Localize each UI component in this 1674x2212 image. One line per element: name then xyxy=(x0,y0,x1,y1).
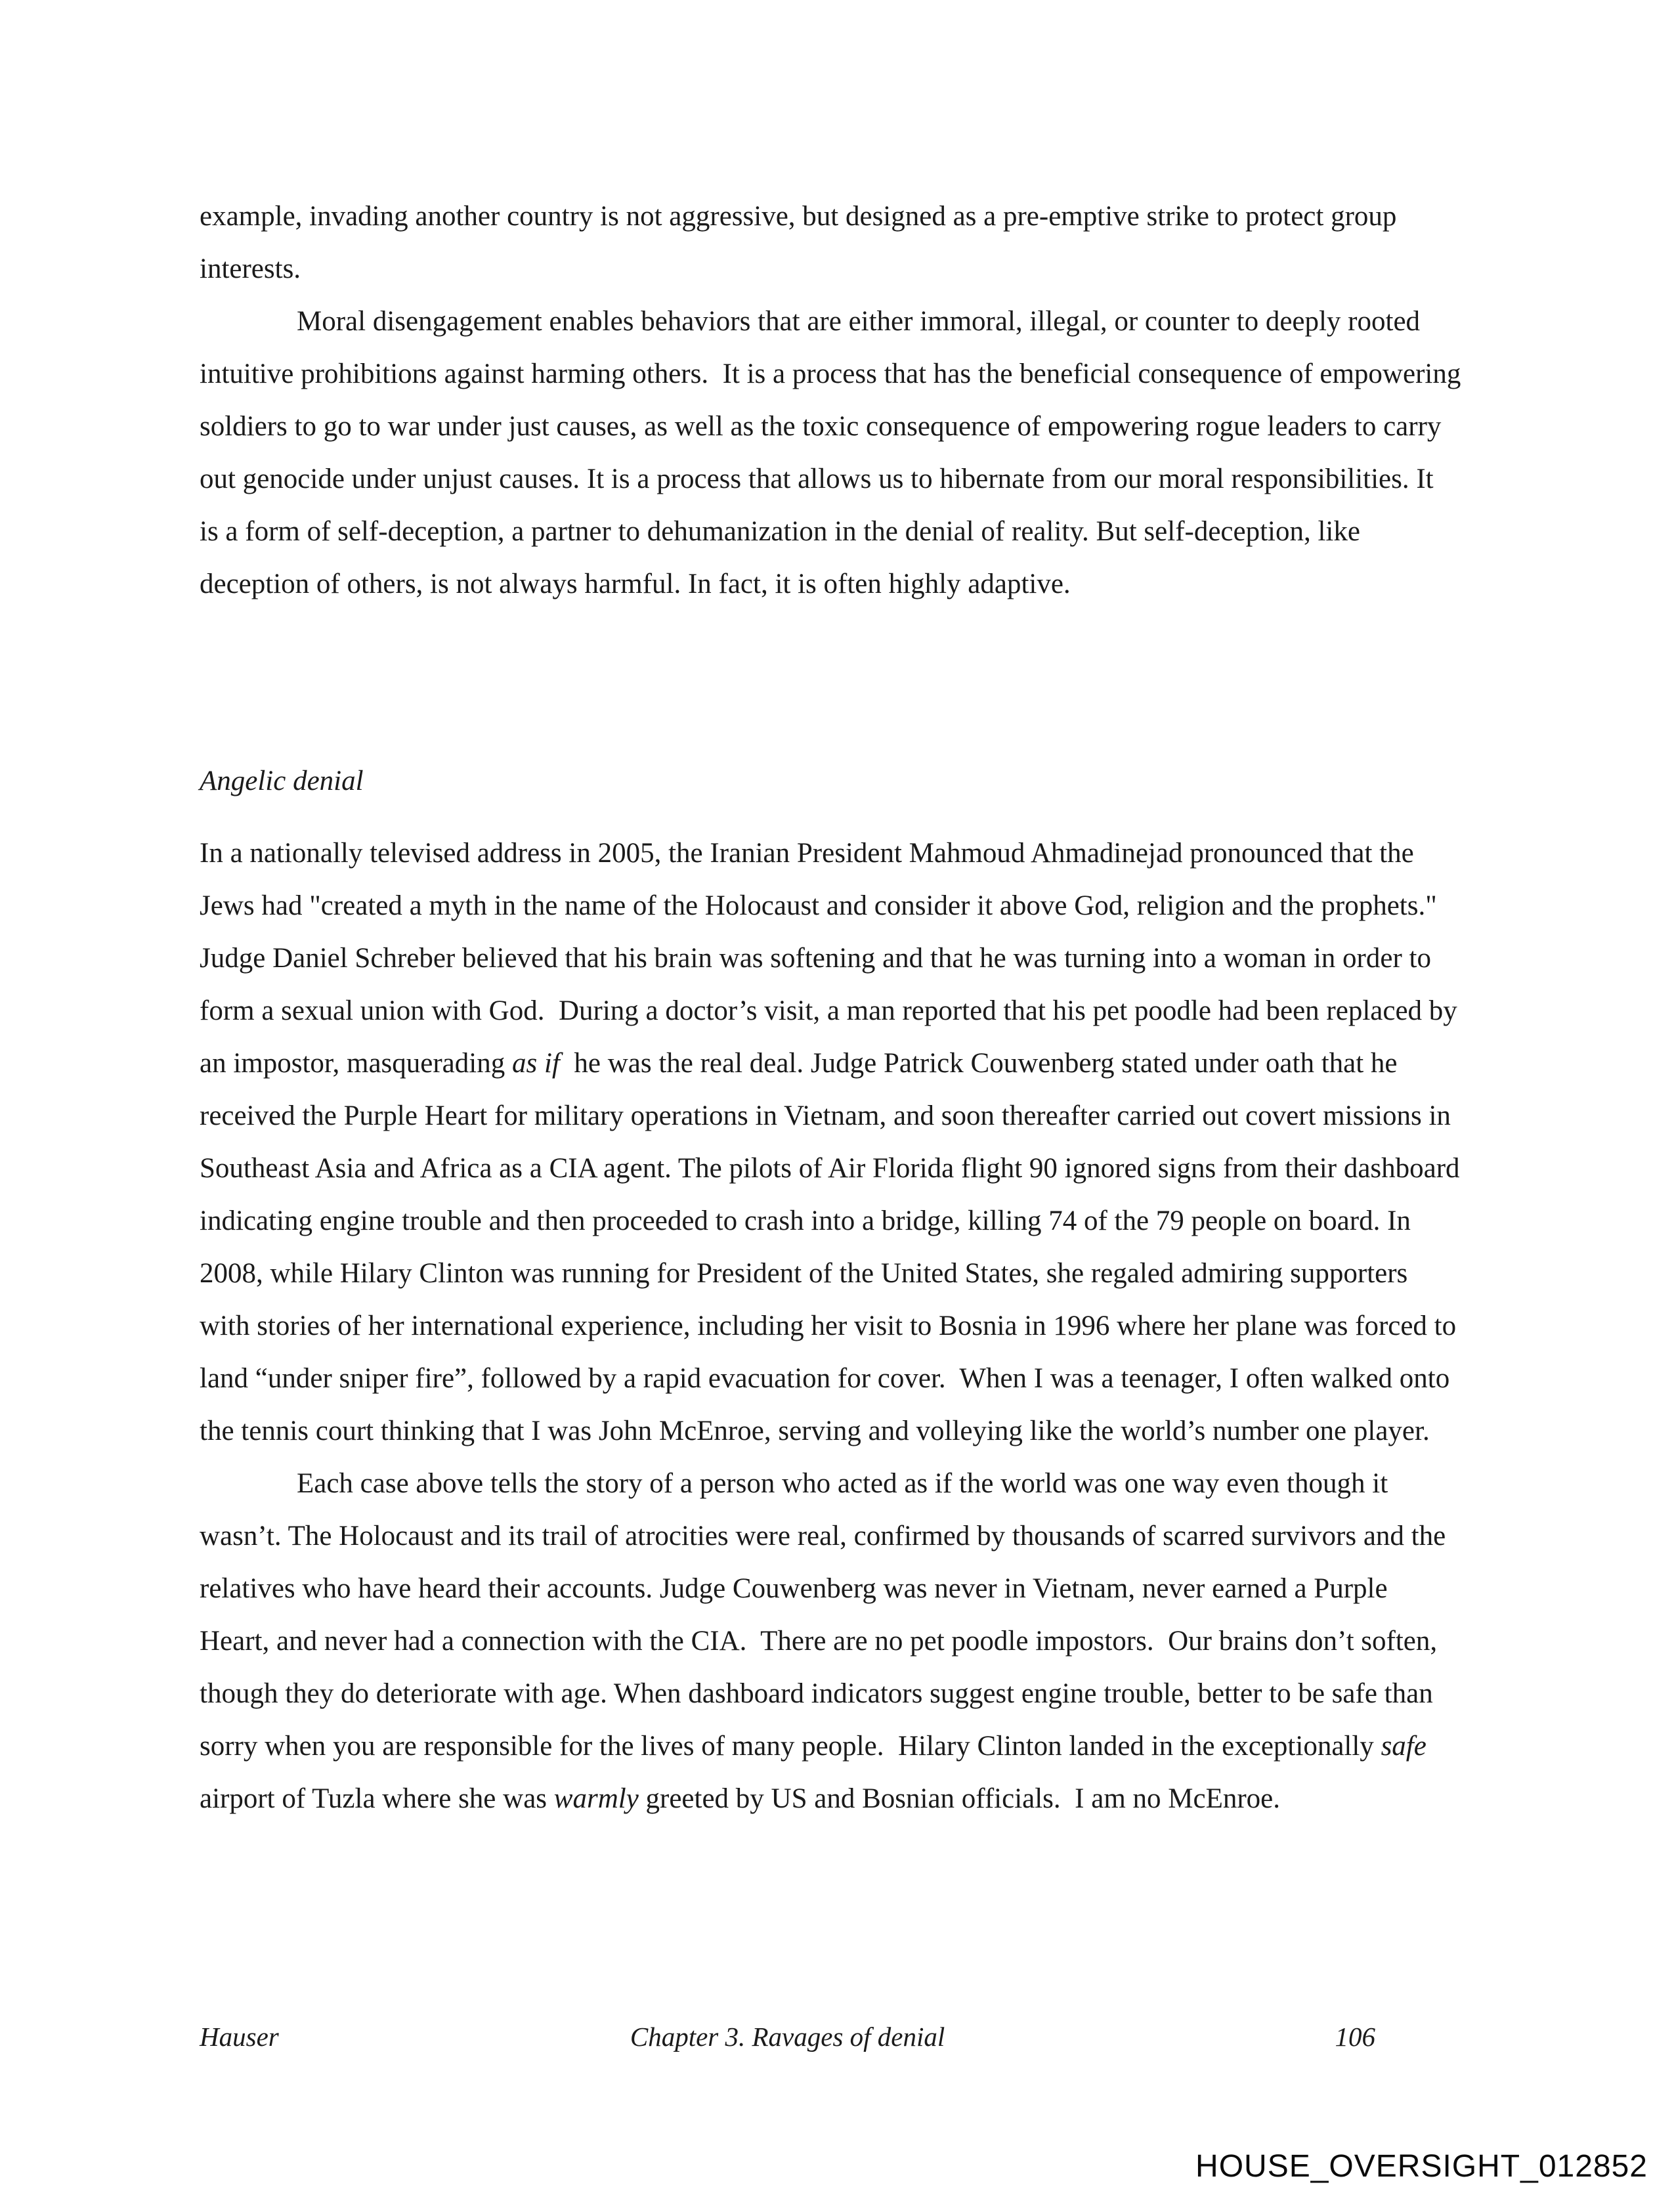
text-run: airport of Tuzla where she was xyxy=(200,1731,1434,1814)
text-run: In a nationally televised address in 2005, the Iranian President Mahmoud Ahmadinejad pronounced that the Jews had "created a myth in the name of the Holocaust and consider it above God, religion and the prophets." Judge Daniel Schreber believed that his brain was softening and that he was turning into a woman in order to form a sexual union with God. During a doctor’s visit, a man reported that his pet poodle had been replaced by an impostor, masquerading xyxy=(200,838,1465,1079)
italic-text-run: Angelic denial xyxy=(200,766,364,796)
bates-stamp: HOUSE_OVERSIGHT_012852 xyxy=(1195,2149,1648,2184)
document-body xyxy=(200,190,1469,1825)
italic-text-run: safe xyxy=(1381,1731,1427,1762)
italic-text-run: as if xyxy=(511,1048,560,1079)
paragraph xyxy=(200,827,1467,1458)
paragraph xyxy=(200,1458,1463,1825)
footer-author: Hauser xyxy=(200,2022,279,2052)
text-run: Each case above tells the story of a person who acted as if the world was one way even though it wasn’t. The Holocaust and its trail of atrocities were real, confirmed by thousands of scarred survivors and the relatives who have heard their accounts. Judge Couwenberg was never in Vietnam, never earned a Purple Heart, and never had a connection with the CIA. There are no pet poodle impostors. Our brains don’t soften, though they do deteriorate with age. When dashboard indicators suggest engine trouble, better to be safe than sorry when you are responsible for the lives of many people. Hilary Clinton landed in the exceptionally xyxy=(200,1468,1453,1762)
text-run: he was the real deal. Judge Patrick Couwenberg stated under oath that he received the Purple Heart for military operations in Vietnam, and soon thereafter carried out covert missions in Southeast Asia and Africa as a CIA agent. The pilots of Air Florida flight 90 ignored signs from their dashboard indicating engine trouble and then proceeded to crash into a bridge, killing 74 of the 79 people on board. In 2008, while Hilary Clinton was running for President of the United States, she regaled admiring supporters with stories of her international experience, including her visit to Bosnia in 1996 where her plane was forced to land “under sniper fire”, followed by a rapid evacuation for cover. When I was a teenager, I often walked onto the tennis court thinking that I was John McEnroe, serving and volleying like the world’s number one player. xyxy=(200,1048,1467,1446)
text-run: greeted by US and Bosnian officials. I am no McEnroe. xyxy=(638,1783,1281,1814)
footer xyxy=(200,2021,1464,2060)
text-run: example, invading another country is not aggressive, but designed as a pre-emptive strike to protect group interests. xyxy=(200,201,1404,284)
paragraph xyxy=(200,190,1463,295)
footer-page-number: 106 xyxy=(1335,2022,1375,2052)
section-heading xyxy=(200,755,1463,808)
footer-chapter: Chapter 3. Ravages of denial xyxy=(630,2022,945,2052)
text-run: Moral disengagement enables behaviors that are either immoral, illegal, or counter to deeply rooted intuitive prohibitions against harming others. It is a process that has the beneficial consequence of empowering soldiers to go to war under just causes, as well as the toxic consequence of empowering rogue leaders to carry out genocide under unjust causes. It is a process that allows us to hibernate from our moral responsibilities. It is a form of self-deception, a partner to dehumanization in the denial of reality. But self-deception, like deception of others, is not always harmful. In fact, it is often highly adaptive. xyxy=(200,306,1469,599)
paragraph xyxy=(200,295,1469,611)
italic-text-run: warmly xyxy=(553,1783,639,1814)
